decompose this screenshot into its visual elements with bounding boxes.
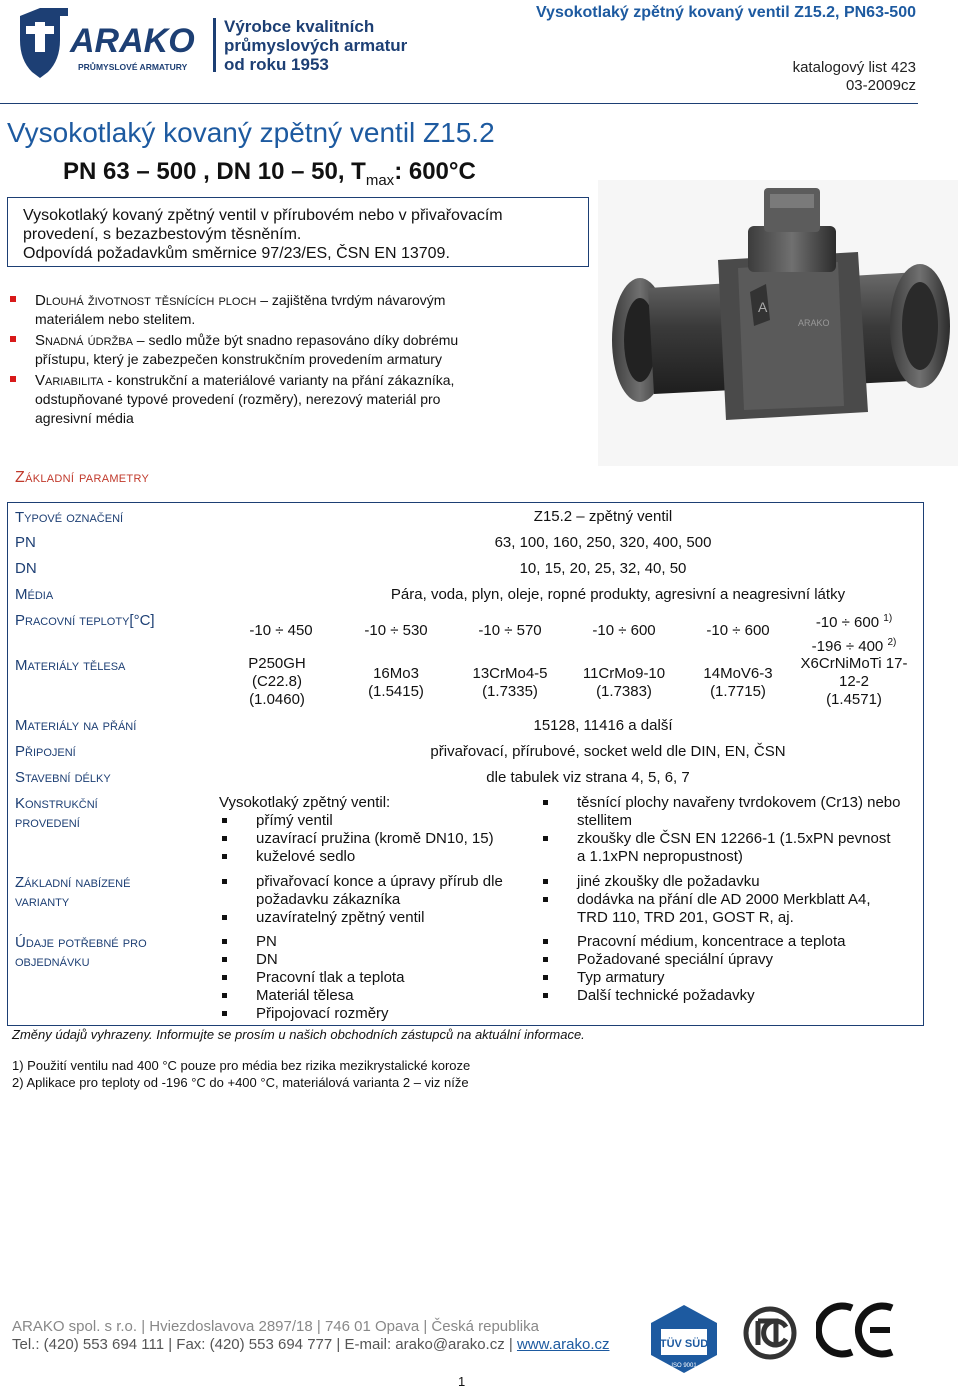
parameters-table — [7, 502, 924, 1026]
design-left-item: kuželové sedlo — [222, 848, 355, 866]
bullet-square-icon — [10, 296, 16, 302]
intro-box — [7, 197, 589, 267]
basic-left-item: uzavíratelný zpětný ventil — [222, 909, 424, 927]
label-temperature: Pracovní teploty[°C] — [15, 612, 155, 629]
temp-value: -10 ÷ 600 — [592, 622, 656, 639]
design-heading: Vysokotlaký zpětný ventil: — [219, 794, 391, 811]
logo-separator — [213, 18, 216, 72]
label-length: Stavební délky — [15, 769, 111, 786]
label-type: Typové označení — [15, 509, 124, 526]
arako-logo — [18, 4, 204, 80]
catalog-number: katalogový list 423 — [792, 59, 916, 76]
bullet-icon — [222, 818, 227, 823]
svg-text:ARAKO: ARAKO — [798, 318, 830, 328]
bullet-icon — [543, 957, 548, 962]
svg-text:ISO 9001: ISO 9001 — [671, 1363, 697, 1369]
footnote: 1) Použití ventilu nad 400 °C pouze pro média bez rizika mezikrystalické koroze — [12, 1058, 471, 1073]
bullet-icon — [222, 957, 227, 962]
value-pn: 63, 100, 160, 250, 320, 400, 500 — [494, 534, 712, 551]
material-cell: X6CrNiMoTi 17- 12-2 (1.4571) — [800, 655, 908, 708]
feature-item: Dlouhá životnost těsnících ploch – zajištěna tvrdým návarovým materiálem nebo stelitem. — [10, 291, 595, 329]
bullet-icon — [543, 897, 548, 902]
material-cell: 13CrMo4-5 (1.7335) — [472, 665, 548, 700]
label-dn: DN — [15, 560, 37, 577]
design-right-item: zkoušky dle ČSN EN 12266-1 (1.5xPN pevnost a 1.1xPN nepropustnost) — [543, 830, 890, 866]
label-order-data: Údaje potřebné pro objednávku — [15, 934, 147, 970]
bullet-icon — [543, 993, 548, 998]
bullet-icon — [222, 993, 227, 998]
bullet-icon — [222, 854, 227, 859]
temp-value: -10 ÷ 600 — [706, 622, 770, 639]
section-title: Základní parametry — [15, 469, 150, 486]
label-media: Média — [15, 586, 54, 603]
disclaimer-note: Změny údajů vyhrazeny. Informujte se prosím u našich obchodních zástupců na aktuální informace. — [12, 1027, 585, 1042]
gost-certification-icon — [742, 1305, 798, 1361]
value-internal-material: 15128, 11416 a další — [533, 717, 673, 734]
basic-left-item: přivařovací konce a úpravy přírub dle požadavku zákazníka — [222, 873, 503, 909]
label-internal-material: Materiály na přání — [15, 717, 137, 734]
label-body-material: Materiály tělesa — [15, 657, 126, 674]
tagline-line: od roku 1953 — [224, 55, 329, 74]
document-header-title: Vysokotlaký zpětný kovaný ventil Z15.2, PN63-500 — [535, 4, 916, 21]
catalog-info — [793, 59, 916, 95]
order-left-item: DN — [222, 951, 278, 969]
intro-line: Odpovídá požadavkům směrnice 97/23/ES, ČSN EN 13709. — [23, 245, 450, 262]
bullet-square-icon — [10, 376, 16, 382]
temp-value-last: -10 ÷ 600 $^{1)}$ -196 ÷ 400 $^{2)}$ — [811, 613, 897, 655]
bullet-icon — [222, 879, 227, 884]
bullet-icon — [543, 939, 548, 944]
website-link[interactable]: www.arako.cz — [516, 1336, 610, 1353]
tagline-line: průmyslových armatur — [224, 36, 408, 55]
temp-value: -10 ÷ 570 — [478, 622, 542, 639]
temp-value: -10 ÷ 450 — [249, 622, 313, 639]
temp-value: -10 ÷ 530 — [364, 622, 428, 639]
bullet-icon — [222, 915, 227, 920]
material-cell: 16Mo3 (1.5415) — [368, 665, 424, 700]
svg-text:PRŮMYSLOVÉ ARMATURY: PRŮMYSLOVÉ ARMATURY — [78, 62, 188, 72]
svg-text:A: A — [758, 299, 768, 315]
value-type: Z15.2 – zpětný ventil — [533, 508, 673, 525]
bullet-icon — [543, 800, 548, 805]
company-contacts: Tel.: (420) 553 694 111 | Fax: (420) 553 694 777 | E-mail: arako@arako.cz | www.arako.cz — [12, 1336, 610, 1353]
design-left-item: uzavírací pružina (kromě DN10, 15) — [222, 830, 494, 848]
valve-product-image — [598, 180, 958, 466]
label-design: Konstrukční provedení — [15, 795, 98, 831]
svg-text:TÜV SÜD: TÜV SÜD — [659, 1338, 709, 1350]
design-right-item: těsnící plochy navařeny tvrdokovem (Cr13) nebo stellitem — [543, 794, 901, 830]
order-right-item: Pracovní médium, koncentrace a teplota — [543, 933, 845, 951]
bullet-icon — [543, 836, 548, 841]
material-cell: 14MoV6-3 (1.7715) — [703, 665, 773, 700]
order-left-item: Připojovací rozměry — [222, 1005, 389, 1023]
bullet-square-icon — [10, 336, 16, 342]
feature-item: Variabilita - konstrukční a materiálové varianty na přání zákazníka, odstupňované typové provedení (rozměry), nerezový materiál pro agresivní média — [10, 371, 595, 428]
page-subtitle: PN 63 – 500 , DN 10 – 50, $T_{max}$: 600°C — [63, 158, 476, 189]
order-right-item: Požadované speciální úpravy — [543, 951, 773, 969]
order-right-item: Další technické požadavky — [543, 987, 755, 1005]
bullet-icon — [222, 836, 227, 841]
footnote: 2) Aplikace pro teploty od -196 °C do +400 °C, materiálová varianta 2 – viz níže — [12, 1075, 469, 1090]
page-number: 1 — [458, 1374, 466, 1389]
label-basic-variants: Základní nabízené varianty — [15, 874, 131, 910]
ce-mark-icon — [816, 1300, 896, 1360]
page-title: Vysokotlaký kovaný zpětný ventil Z15.2 — [7, 117, 495, 148]
design-left-item: přímý ventil — [222, 812, 333, 830]
basic-right-item: jiné zkoušky dle požadavku — [543, 873, 760, 891]
header-divider — [0, 103, 918, 104]
intro-line: provedení, s bezazbestovým těsněním. — [23, 226, 302, 243]
value-length: dle tabulek viz strana 4, 5, 6, 7 — [486, 769, 690, 786]
tuv-certification-logo — [647, 1303, 721, 1375]
bullet-icon — [222, 975, 227, 980]
label-pn: PN — [15, 534, 36, 551]
bullet-icon — [222, 1011, 227, 1016]
label-connection: Připojení — [15, 743, 76, 760]
intro-line: Vysokotlaký kovaný zpětný ventil v přírubovém nebo v přivařovacím — [23, 207, 503, 224]
tagline-line: Výrobce kvalitních — [224, 17, 375, 36]
order-left-item: Pracovní tlak a teplota — [222, 969, 404, 987]
svg-text:ARAKO: ARAKO — [70, 22, 195, 60]
feature-item: Snadná údržba – sedlo může být snadno repasováno díky dobrému přístupu, který je zabezpečen konstrukčním provedením armatury — [10, 331, 595, 369]
tagline — [224, 17, 407, 74]
material-cell: 11CrMo9-10 (1.7383) — [582, 665, 666, 700]
value-dn: 10, 15, 20, 25, 32, 40, 50 — [519, 560, 687, 577]
bullet-icon — [222, 939, 227, 944]
material-cell: P250GH (C22.8) (1.0460) — [248, 655, 306, 708]
order-left-item: Materiál tělesa — [222, 987, 354, 1005]
catalog-edition: 03-2009cz — [845, 77, 916, 94]
basic-right-item: dodávka na přání dle AD 2000 Merkblatt A4, TRD 110, TRD 201, GOST R, aj. — [543, 891, 871, 927]
order-right-item: Typ armatury — [543, 969, 665, 987]
company-address: ARAKO spol. s r.o. | Hviezdoslavova 2897/18 | 746 01 Opava | Česká republika — [12, 1318, 539, 1335]
value-connection: přivařovací, přírubové, socket weld dle DIN, EN, ČSN — [430, 743, 786, 760]
bullet-icon — [543, 879, 548, 884]
value-media: Pára, voda, plyn, oleje, ropné produkty, agresivní a neagresivní látky — [390, 586, 846, 603]
bullet-icon — [543, 975, 548, 980]
order-left-item: PN — [222, 933, 277, 951]
